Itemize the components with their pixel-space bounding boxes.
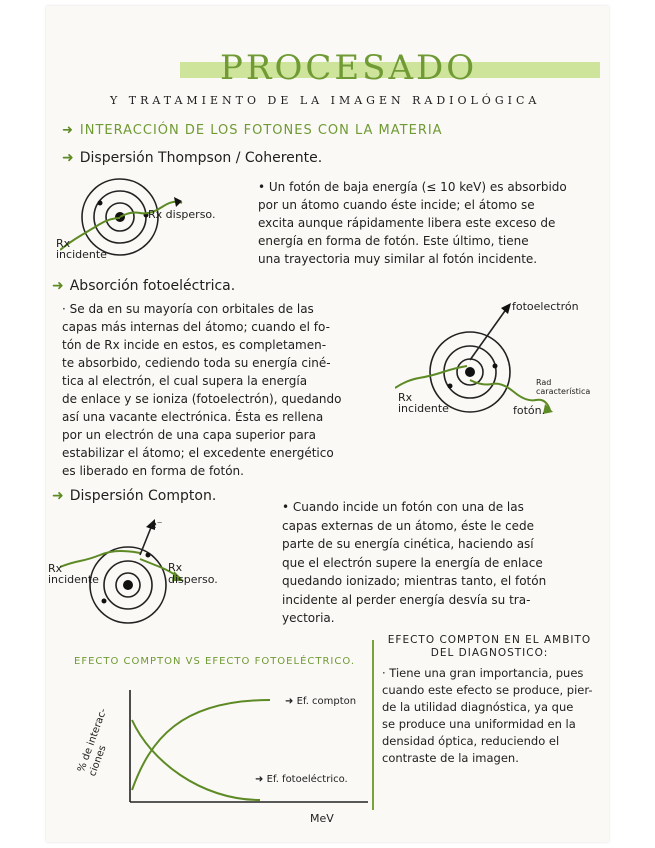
fotoelectrica-label-fotoelectron: fotoelectrón	[512, 300, 579, 313]
diagnostico-text: · Tiene una gran importancia, pues cuando este efecto se produce, pier- de la utilidad diagnóstica, ya que se produce una uniformidad en la densidad óptica, reduciendo el contraste de la imagen.	[382, 666, 593, 765]
column-divider	[372, 640, 374, 810]
comparison-label-compton: ➜ Ef. compton	[285, 696, 357, 707]
comparison-ylabel: % de interac- ciones	[76, 707, 110, 778]
fotoelectrica-label-incidente: Rx incidente	[398, 391, 449, 415]
diagnostico-heading: EFECTO COMPTON EN EL AMBITO DEL DIAGNOSTICO:	[387, 634, 592, 659]
comparison-xlabel: MeV	[310, 812, 334, 825]
compton-text: • Cuando incide un fotón con una de las capas externas de un átomo, éste le cede parte de su energía cinética, haciendo así que el electrón supere la energía de enlace quedando ionizado; mientras tanto, el fotón incidente al perder energía desvía su tra- yectoria.	[282, 500, 547, 625]
thompson-text: • Un fotón de baja energía (≤ 10 keV) es absorbido por un átomo cuando éste incide; el átomo se excita aunque rápidamente libera este exceso de energía en forma de fotón. Este último, tiene una trayectoria muy similar al fotón incidente.	[258, 180, 567, 266]
fotoelectrica-label-foton: fotón.	[513, 404, 546, 417]
page-subtitle: Y TRATAMIENTO DE LA IMAGEN RADIOLÓGICA	[110, 94, 541, 107]
comparison-label-foto: ➜ Ef. fotoeléctrico.	[255, 774, 348, 785]
section-main-heading: ➜ INTERACCIÓN DE LOS FOTONES CON LA MATERIA	[62, 123, 443, 138]
thompson-label-incidente: Rx incidente	[56, 237, 107, 261]
compton-heading: ➜ Dispersión Compton.	[52, 488, 217, 504]
compton-label-incidente: Rx incidente	[48, 562, 99, 586]
compton-label-e: e⁻	[150, 518, 163, 531]
thompson-label-disperso: Rx disperso.	[148, 208, 216, 221]
page-title: PROCESADO	[220, 48, 478, 88]
compton-label-disperso: Rx disperso.	[168, 561, 218, 586]
thompson-heading: ➜ Dispersión Thompson / Coherente.	[62, 150, 323, 166]
comparison-heading: EFECTO COMPTON VS EFECTO FOTOELÉCTRICO.	[74, 656, 356, 667]
fotoelectrica-text: · Se da en su mayoría con orbitales de las capas más internas del átomo; cuando el fo- tón de Rx incide en estos, es completamen- te absorbido, cediendo toda su energía ciné- tica al electrón, el cual supera la energía de enlace y se ioniza (fotoelectrón), quedando así una vacante electrónica. Ésta es rellena por un electrón de una capa superior para estabilizar el átomo; el excedente energético es liberado en forma de fotón.	[62, 302, 342, 478]
fotoelectrica-heading: ➜ Absorción fotoeléctrica.	[52, 278, 236, 294]
fotoelectrica-label-rad: Rad característica	[536, 378, 591, 396]
